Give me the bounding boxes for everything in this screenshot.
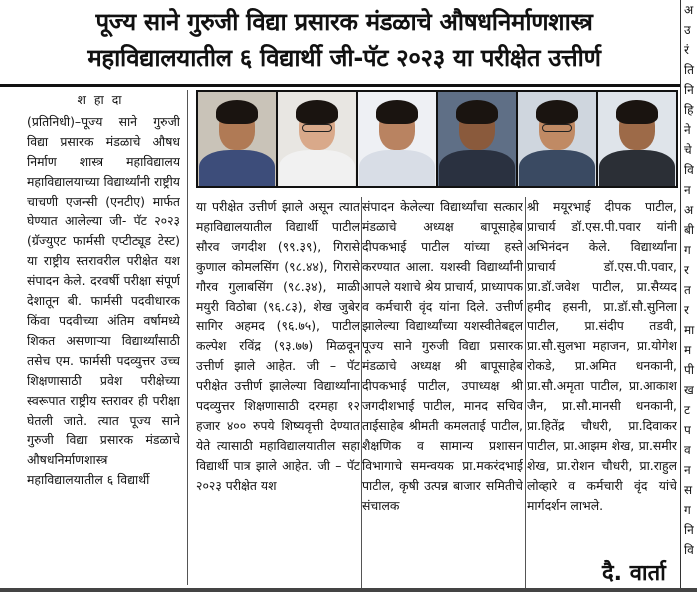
article-column-2 [196,197,360,589]
glasses-icon [542,124,572,132]
glasses-icon [302,124,332,132]
adjacent-fragment: नि [684,83,694,97]
adjacent-fragment: न [684,183,691,197]
column-divider-3 [525,197,526,589]
adjacent-fragment: बी [684,223,694,237]
adjacent-fragment: ग [684,503,691,517]
headline-rule [0,84,680,87]
adjacent-fragment: र [684,303,689,317]
adjacent-fragment: चे [684,143,692,157]
adjacent-fragment: ने [684,123,691,137]
column-1-text: (प्रतिनिधी)–पूज्य साने गुरुजी विद्या प्रसारक मंडळाचे औषध निर्माण शास्त्र महाविद्यालय महाविद्यालयाच्या विद्यार्थ्यांनी राष्ट्रीय चाचणी एजन्सी (एनटीए) मार्फत घेण्यात आलेल्या जी- पॅट २०२३ (ग्रॅज्युएट फार्मसी एप्टीट्यूड टेस्ट) या राष्ट्रीय स्तरावरील परीक्षेत यश संपादन केले. दरवर्षी परीक्षा संपूर्ण देशातून बी. फार्मसी पदवीधारक किंवा पदवीच्या अंतिम वर्षामध्ये शिकत असणाऱ्या विद्यार्थ्यांसाठी तसेच एम. फार्मसी पदव्युत्तर उच्च शिक्षणासाठी प्रवेश परीक्षेच्या स्वरूपात राष्ट्रीय स्तरावर ही परीक्षा घेतली जाते. त्यात पूज्य साने गुरुजी विद्या प्रसारक मंडळाचे औषधनिर्माणशास्त्र महाविद्यालयातील ६ विद्यार्थी [27,113,180,488]
dateline: शहादा [77,92,130,107]
adjacent-fragment: रं [684,43,689,57]
adjacent-fragment: नि [684,523,694,537]
adjacent-fragment: वि [684,543,694,557]
student-photo-3 [358,92,438,186]
newspaper-source: दै. वार्ता [602,561,666,586]
adjacent-fragment: न [684,463,691,477]
shirt [359,150,435,186]
student-photo-1 [198,92,278,186]
hair [616,100,658,124]
hair [456,100,498,124]
headline-line-1: पूज्य साने गुरुजी विद्या प्रसारक मंडळाचे औषधनिर्माणशास्त्र [95,8,593,36]
shirt [199,150,275,186]
adjacent-fragment: अ [684,203,694,217]
adjacent-fragment: हि [684,103,694,117]
adjacent-fragment: वि [684,163,694,177]
hair [296,100,338,124]
article-column-3 [362,197,523,589]
shirt [519,150,595,186]
student-photo-5 [518,92,598,186]
adjacent-fragment: म [684,343,692,357]
article-column-4 [527,197,677,572]
article-column-1 [27,90,180,585]
adjacent-fragment: ग [684,243,691,257]
shirt [439,150,515,186]
adjacent-article-strip [681,0,697,592]
bottom-border [0,588,697,592]
adjacent-fragment: ति [684,63,694,77]
hair [376,100,418,124]
shirt [599,150,675,186]
adjacent-fragment: स [684,483,693,497]
student-photo-2 [278,92,358,186]
adjacent-fragment: प [684,423,691,437]
headline-line-2: महाविद्यालयातील ६ विद्यार्थी जी-पॅट २०२३ या परीक्षेत उत्तीर्ण [87,44,601,72]
adjacent-fragment: अ [684,3,694,17]
adjacent-fragment: त [684,283,691,297]
student-photo-4 [438,92,518,186]
shirt [279,150,355,186]
adjacent-fragment: ट [684,403,691,417]
adjacent-fragment: र [684,263,689,277]
student-photo-6 [598,92,676,186]
column-4-text: श्री मयूरभाई दीपक पाटील, प्राचार्य डॉ.एस.पी.पवार यांनी अभिनंदन केले. विद्यार्थ्यांना प्राचार्य डॉ.एस.पी.पवार, प्रा.डॉ.जवेश पाटील, प्रा.सैय्यद हमीद हसनी, प्रा.डॉ.सौ.सुनिला पाटील, प्रा.संदीप तडवी, प्रा.सौ.सुलभा महाजन, प्रा.योगेश रोकडे, प्रा.अमित धनकानी, प्रा.सौ.अमृता पाटील, प्रा.आकाश जैन, प्रा.सौ.मानसी धनकानी, प्रा.हितेंद्र चौधरी, प्रा.दिवाकर पाटील, प्रा.आझम शेख, प्रा.समीर शेख, प्रा.रोशन चौधरी, प्रा.राहुल लोव्हारे व कर्मचारी वृंद यांचे मार्गदर्शन लाभले. [527,199,677,513]
adjacent-fragment: पी [684,363,694,377]
adjacent-fragment: ख [684,383,694,397]
adjacent-fragment: व [684,443,691,457]
student-photos [196,90,678,188]
adjacent-fragment: मा [684,323,695,337]
hair [536,100,578,124]
hair [216,100,258,124]
column-3-text: संपादन केलेल्या विद्यार्थ्यांचा सत्कार मंडळाचे अध्यक्ष बापूसाहेब दीपकभाई पाटील यांच्या हस्ते करण्यात आला. यशस्वी विद्यार्थ्यांनी आपले यशाचे श्रेय प्राचार्य, प्राध्यापक व कर्मचारी वृंद यांना दिले. उत्तीर्ण झालेल्या विद्यार्थ्यांच्या यशस्वीतेबद्दल पूज्य साने गुरुजी विद्या प्रसारक मंडळाचे अध्यक्ष श्री बापूसाहेब दीपकभाई पाटील, उपाध्यक्ष श्री जगदीशभाई पाटील, मानद सचिव ताईसाहेब श्रीमती कमलताई पाटील, शैक्षणिक व सामान्य प्रशासन विभागाचे समन्वयक प्रा.मकरंदभाई पाटील, कृषी उत्पन्न बाजार समितीचे संचालक [362,199,523,513]
column-divider-1 [187,90,188,585]
adjacent-fragment: उ [684,23,691,37]
column-2-text: या परीक्षेत उत्तीर्ण झाले असून त्यात महाविद्यालयातील विद्यार्थी पाटील सौरव जगदीश (९९.३९), गिरासे कुणाल कोमलसिंग (९८.४४), गिरासे गौरव गुलाबसिंग (९८.३४), माळी मयुरी विठोबा (९६.८३), शेख जुबेर सागिर अहमद (९६.७५), पाटील कल्पेश रविंद्र (९३.७७) मिळवून उत्तीर्ण झाले आहेत. जी – पॅट परीक्षेत उत्तीर्ण झालेल्या विद्यार्थ्यांना पदव्युत्तर शिक्षणासाठी दरमहा १२ हजार ४०० रुपये शिष्यवृत्ती देण्यात येते त्यासाठी महाविद्यालयातील सहा विद्यार्थी पात्र झाले आहेत. जी – पॅट २०२३ परीक्षेत यश [196,199,360,493]
